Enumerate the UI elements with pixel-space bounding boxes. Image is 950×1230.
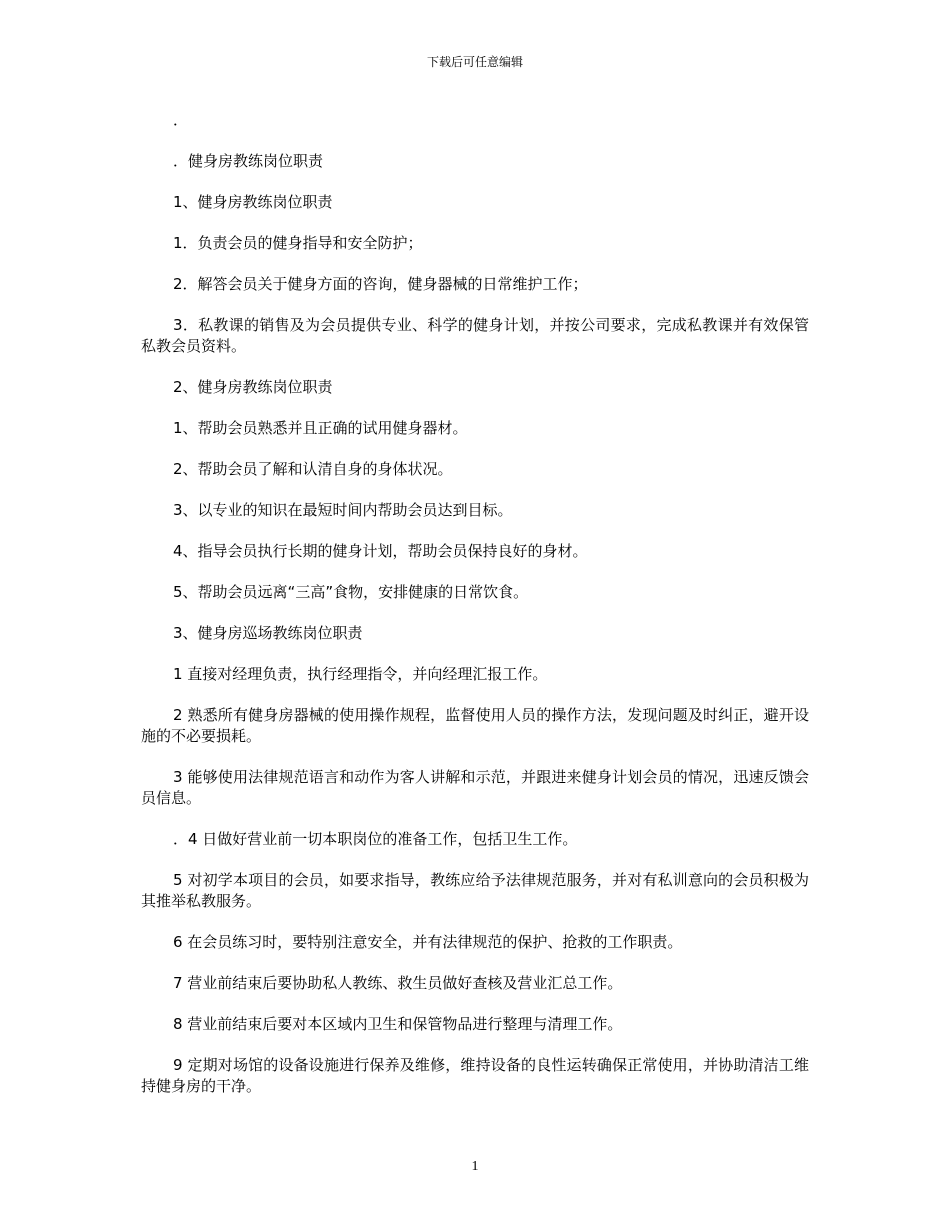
list-item: 1、帮助会员熟悉并且正确的试用健身器材。: [173, 419, 468, 437]
list-item: ．4 日做好营业前一切本职岗位的准备工作，包括卫生工作。: [173, 830, 578, 848]
paragraph: ．: [173, 111, 189, 129]
list-item: 2 熟悉所有健身房器械的使用操作规程，监督使用人员的操作方法，发现问题及时纠正，避开设施的不必要损耗。: [141, 706, 809, 745]
list-item: 5、帮助会员远离“三高”食物，安排健康的日常饮食。: [173, 583, 529, 601]
list-item: 3 能够使用法律规范语言和动作为客人讲解和示范，并跟进来健身计划会员的情况，迅速反馈会员信息。: [141, 768, 809, 807]
page-number: 1: [471, 1159, 479, 1174]
list-item: 3、以专业的知识在最短时间内帮助会员达到目标。: [173, 501, 513, 519]
list-item: 7 营业前结束后要协助私人教练、救生员做好查核及营业汇总工作。: [173, 974, 623, 992]
section-heading: 3、健身房巡场教练岗位职责: [173, 624, 363, 642]
section-heading: 2、健身房教练岗位职责: [173, 378, 333, 396]
paragraph: ．健身房教练岗位职责: [173, 152, 324, 170]
list-item: 3．私教课的销售及为会员提供专业、科学的健身计划，并按公司要求，完成私教课并有效保管私教会员资料。: [141, 316, 809, 355]
list-item: 4、指导会员执行长期的健身计划，帮助会员保持良好的身材。: [173, 542, 588, 560]
document-body: [141, 110, 809, 1117]
list-item: 2．解答会员关于健身方面的咨询，健身器械的日常维护工作；: [173, 275, 588, 293]
list-item: 5 对初学本项目的会员，如要求指导，教练应给予法律规范服务，并对有私训意向的会员积极为其推举私教服务。: [141, 871, 809, 910]
section-heading: 1、健身房教练岗位职责: [173, 193, 333, 211]
page-header: 下载后可任意编辑: [426, 55, 523, 69]
list-item: 1 直接对经理负责，执行经理指令，并向经理汇报工作。: [173, 665, 548, 683]
list-item: 2、帮助会员了解和认清自身的身体状况。: [173, 460, 453, 478]
list-item: 1．负责会员的健身指导和安全防护；: [173, 234, 423, 252]
list-item: 9 定期对场馆的设备设施进行保养及维修，维持设备的良性运转确保正常使用，并协助清洁工维持健身房的干净。: [141, 1056, 809, 1095]
list-item: 6 在会员练习时，要特别注意安全，并有法律规范的保护、抢救的工作职责。: [173, 933, 683, 951]
list-item: 8 营业前结束后要对本区域内卫生和保管物品进行整理与清理工作。: [173, 1015, 623, 1033]
